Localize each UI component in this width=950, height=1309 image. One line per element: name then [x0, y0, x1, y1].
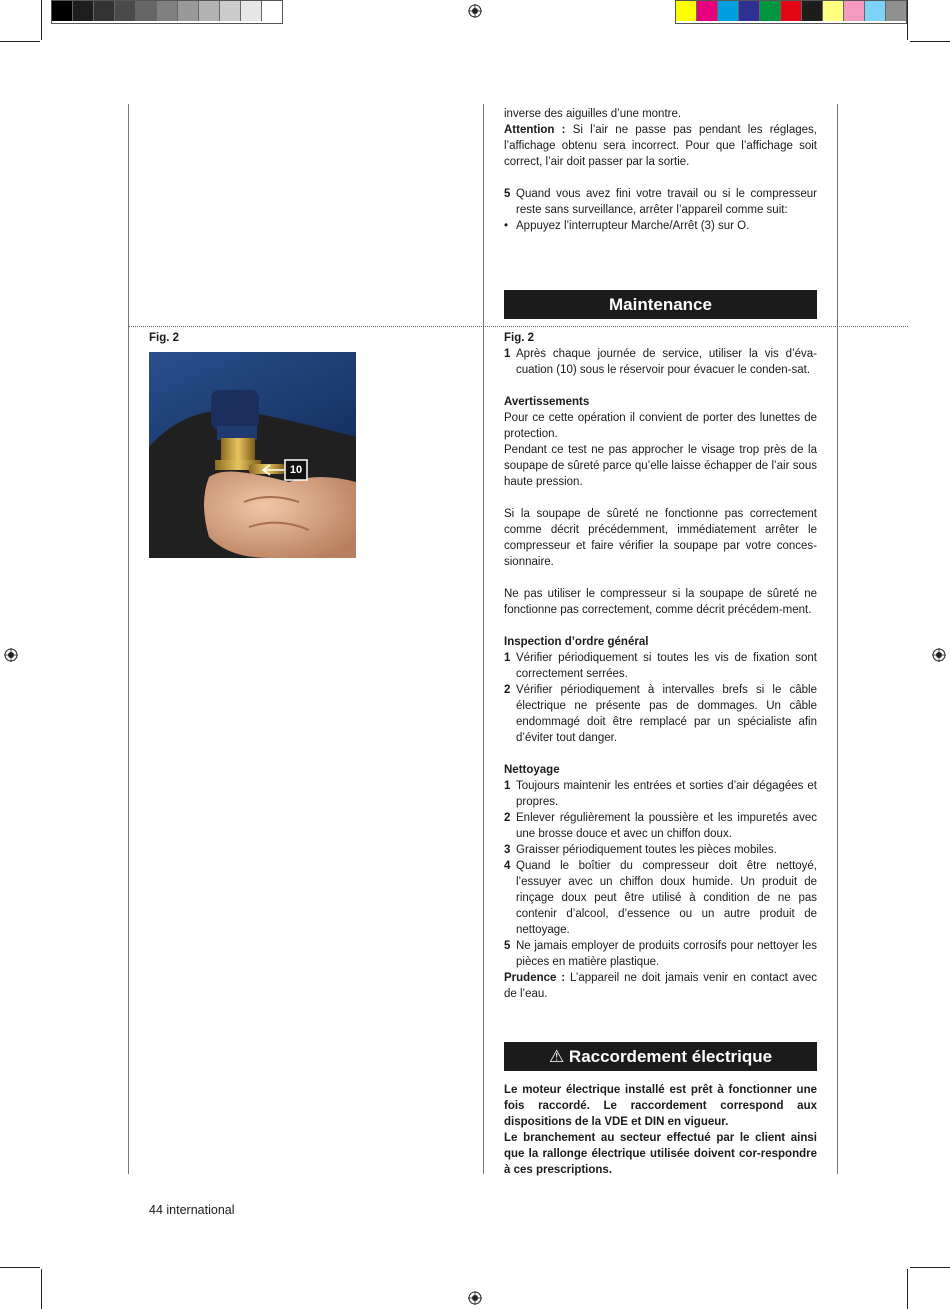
color-swatch — [241, 1, 262, 21]
bullet-icon: • — [504, 220, 509, 232]
crop-mark — [41, 0, 42, 40]
paragraph: Le moteur électrique installé est prêt à fonctionner une fois raccordé. Le raccordement correspond aux dispositions de la VDE et DIN en vigueur. — [504, 1084, 817, 1128]
crop-mark — [907, 0, 908, 40]
list-item — [504, 346, 817, 378]
color-swatch — [697, 1, 718, 21]
attention-label: Attention : — [504, 124, 566, 136]
list-item — [504, 650, 817, 682]
crop-mark — [907, 1269, 908, 1309]
color-swatch — [823, 1, 844, 21]
attention-text: Si l’air ne passe pas pendant les réglages, l’affichage obtenu sera incorrect. Pour que l’affichage soit correct, l’air doit passer par la sortie. — [504, 124, 817, 168]
crop-mark — [41, 1269, 42, 1309]
color-swatch — [199, 1, 220, 21]
paragraph: Ne pas utiliser le compresseur si la soupape de sûreté ne fonctionne pas correctement, comme décrit précédem-ment. — [504, 588, 817, 616]
paragraph: inverse des aiguilles d’une montre. — [504, 108, 682, 120]
color-swatch — [760, 1, 781, 21]
section-divider — [128, 326, 908, 327]
registration-mark-icon — [468, 4, 482, 18]
electric-connection-heading: ⚠ Raccordement électrique — [504, 1042, 817, 1071]
list-text: Après chaque journée de service, utiliser la vis d’éva-cuation (10) sous le réservoir pour évacuer le conden-sat. — [516, 348, 817, 376]
prudence-label: Prudence : — [504, 972, 566, 984]
section-title: Nettoyage — [504, 764, 560, 776]
section-title: Inspection d’ordre général — [504, 636, 649, 648]
color-swatch — [157, 1, 178, 21]
section-title: Avertissements — [504, 396, 590, 408]
footer-section: international — [166, 1203, 235, 1217]
right-margin-rule — [837, 104, 838, 1174]
page-number: 44 — [149, 1203, 163, 1217]
bullet-item — [504, 218, 817, 234]
list-item — [504, 186, 817, 218]
figure-reference: Fig. 2 — [504, 332, 535, 344]
list-number: 5 — [504, 940, 511, 952]
color-swatch — [262, 1, 282, 21]
crop-mark — [0, 1267, 40, 1268]
text-column-top — [504, 106, 817, 234]
page-footer — [149, 1203, 235, 1217]
drain-valve-photo-icon — [149, 352, 356, 558]
paragraph: Si la soupape de sûreté ne fonctionne pas correctement comme décrit précédemment, immédiatement arrêter le compresseur et faire vérifier la soupape par votre conces-sionnaire. — [504, 508, 817, 568]
left-margin-rule — [128, 104, 129, 1174]
list-text: Vérifier périodiquement à intervalles brefs si le câble électrique ne présente pas de dommages. Un câble endommagé doit être remplacé par un spécialiste afin d’éviter tout danger. — [516, 684, 817, 744]
list-item — [504, 778, 817, 810]
color-swatch — [865, 1, 886, 21]
list-text: Appuyez l’interrupteur Marche/Arrêt (3) sur O. — [516, 220, 750, 232]
list-text: Graisser périodiquement toutes les pièces mobiles. — [516, 844, 777, 856]
color-swatch — [802, 1, 823, 21]
crop-mark — [910, 1267, 950, 1268]
color-swatch — [886, 1, 906, 21]
list-number: 5 — [504, 188, 511, 200]
crop-mark — [910, 41, 950, 42]
list-number: 1 — [504, 348, 511, 360]
list-number: 4 — [504, 860, 511, 872]
list-item — [504, 858, 817, 938]
list-text: Vérifier périodiquement si toutes les vis de fixation sont correctement serrées. — [516, 652, 817, 680]
list-item — [504, 682, 817, 746]
registration-mark-icon — [4, 648, 18, 662]
color-swatch — [781, 1, 802, 21]
center-column-rule — [483, 104, 484, 1174]
list-text: Toujours maintenir les entrées et sorties d’air dégagées et propres. — [516, 780, 817, 808]
list-number: 1 — [504, 652, 511, 664]
registration-mark-icon — [468, 1291, 482, 1305]
prudence-paragraph — [504, 970, 817, 1002]
list-item — [504, 842, 817, 858]
figure-photo — [149, 352, 356, 558]
crop-mark — [0, 41, 40, 42]
list-item — [504, 938, 817, 970]
color-swatch — [739, 1, 760, 21]
list-text: Quand le boîtier du compresseur doit être nettoyé, l’essuyer avec un chiffon doux humide. Un produit de rinçage doux peut être utilisé à condition de ne pas contenir d’alcool, d’essence ou un autre produit de nettoyage. — [516, 860, 817, 936]
prudence-text: L’appareil ne doit jamais venir en contact avec de l’eau. — [504, 972, 818, 1000]
color-swatch — [94, 1, 115, 21]
color-swatch — [73, 1, 94, 21]
list-number: 2 — [504, 812, 511, 824]
figure-label: Fig. 2 — [149, 332, 180, 344]
gray-swatch-strip — [51, 0, 283, 24]
list-text: Enlever régulièrement la poussière et les impuretés avec une brosse douce et avec un chiffon doux. — [516, 812, 817, 840]
paragraph: Le branchement au secteur effectué par le client ainsi que la rallonge électrique utilisée doivent cor-respondre à ces prescriptions. — [504, 1132, 817, 1176]
list-text: Ne jamais employer de produits corrosifs pour nettoyer les pièces en matière plastique. — [516, 940, 817, 968]
color-swatch — [844, 1, 865, 21]
registration-mark-icon — [932, 648, 946, 662]
paragraph: Pendant ce test ne pas approcher le visage trop près de la soupape de sûreté parce qu’elle laisse échapper de l’air sous haute pression. — [504, 444, 817, 488]
maintenance-heading: Maintenance — [504, 290, 817, 319]
figure-callout-label: 10 — [289, 464, 303, 476]
color-swatch — [676, 1, 697, 21]
color-swatch — [220, 1, 241, 21]
color-swatch — [178, 1, 199, 21]
text-column-maintenance — [504, 330, 817, 1002]
color-swatch — [115, 1, 136, 21]
list-number: 1 — [504, 780, 511, 792]
color-swatch — [718, 1, 739, 21]
text-column-electric — [504, 1082, 817, 1178]
color-swatch — [52, 1, 73, 21]
color-swatch-strip — [675, 0, 907, 24]
list-number: 3 — [504, 844, 511, 856]
color-swatch — [136, 1, 157, 21]
list-text: Quand vous avez fini votre travail ou si le compresseur reste sans surveillance, arrêter l’appareil comme suit: — [516, 188, 817, 216]
list-number: 2 — [504, 684, 511, 696]
attention-paragraph — [504, 122, 817, 170]
paragraph: Pour ce cette opération il convient de porter des lunettes de protection. — [504, 412, 817, 440]
list-item — [504, 810, 817, 842]
